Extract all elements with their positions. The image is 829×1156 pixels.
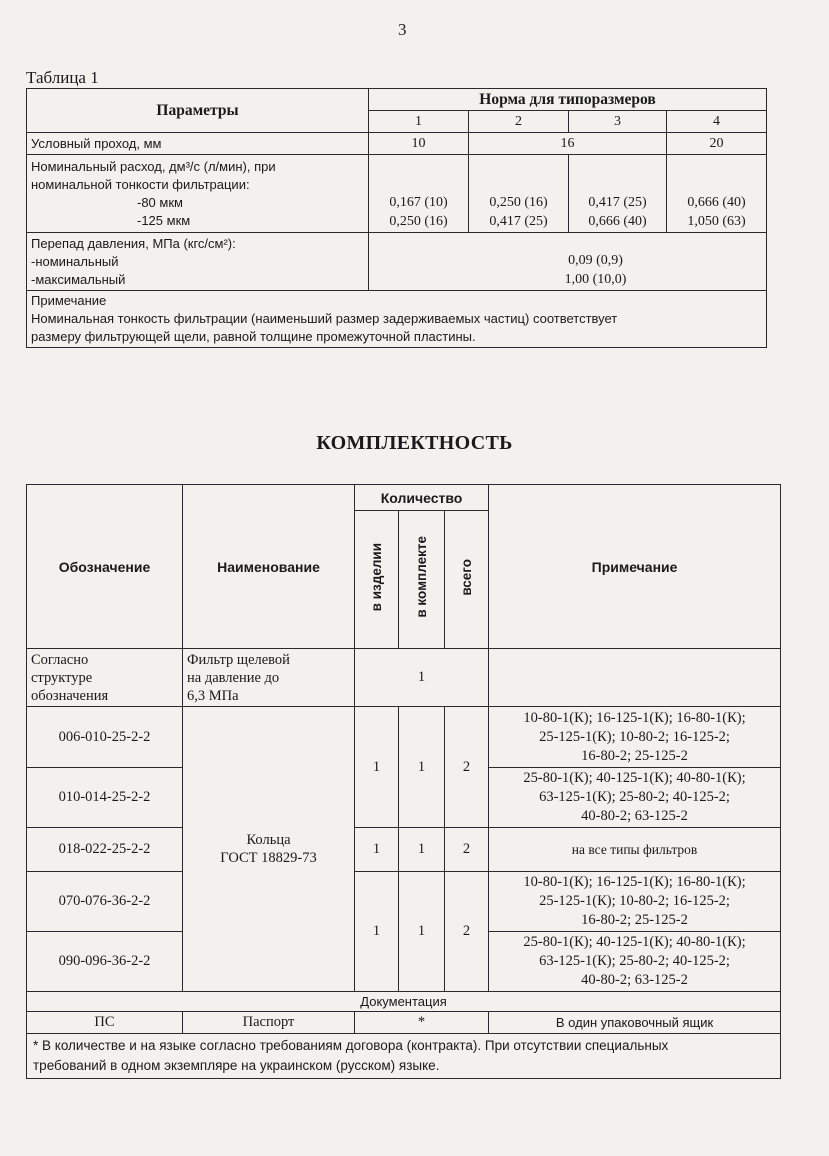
ring-designation-3: 018-022-25-2-2: [27, 828, 183, 872]
ring-note-3: на все типы фильтров: [489, 828, 781, 872]
ring-designation-5: 090-096-36-2-2: [27, 932, 183, 992]
group-c-in-product: 1: [355, 872, 399, 992]
nominal-bore-2-3: 16: [469, 133, 667, 155]
ring-note-5: 25-80-1(К); 40-125-1(К); 40-80-1(К); 63-125-1(К); 25-80-2; 40-125-2; 40-80-2; 63-125-2: [489, 932, 781, 992]
header-norm: Норма для типоразмеров: [369, 89, 767, 111]
flow-sub-125: -125 мкм: [137, 212, 191, 228]
header-in-kit: в комплекте: [399, 511, 445, 649]
group-b-in-product: 1: [355, 828, 399, 872]
filter-name: Фильтр щелевой на давление до 6,3 МПа: [183, 649, 355, 707]
flow-size-1: 0,167 (10) 0,250 (16): [369, 155, 469, 233]
group-c-total: 2: [445, 872, 489, 992]
header-parameters: Параметры: [27, 89, 369, 133]
ring-note-1: 10-80-1(К); 16-125-1(К); 16-80-1(К); 25-125-1(К); 10-80-2; 16-125-2; 16-80-2; 25-125-2: [489, 707, 781, 768]
flow-size-3: 0,417 (25) 0,666 (40): [569, 155, 667, 233]
size-1: 1: [369, 111, 469, 133]
size-2: 2: [469, 111, 569, 133]
nominal-bore-1: 10: [369, 133, 469, 155]
ring-designation-2: 010-014-25-2-2: [27, 768, 183, 828]
header-quantity: Количество: [355, 485, 489, 511]
header-in-product: в изделии: [355, 511, 399, 649]
doc-quantity: *: [355, 1012, 489, 1034]
group-a-in-product: 1: [355, 707, 399, 828]
doc-name: Паспорт: [183, 1012, 355, 1034]
row-nominal-bore-label: Условный проход, мм: [27, 133, 369, 155]
header-designation: Обозначение: [27, 485, 183, 649]
doc-note: В один упаковочный ящик: [489, 1012, 781, 1034]
flow-label-line2: номинальной тонкости фильтрации:: [31, 176, 250, 192]
documentation-header: Документация: [27, 992, 781, 1012]
footnote: * В количестве и на языке согласно требованиям договора (контракта). При отсутствии специальных требований в одном экземпляре на украинском (русском) языке.: [27, 1034, 781, 1079]
ring-note-4: 10-80-1(К); 16-125-1(К); 16-80-1(К); 25-125-1(К); 10-80-2; 16-125-2; 16-80-2; 25-125-2: [489, 872, 781, 932]
nominal-bore-4: 20: [667, 133, 767, 155]
ring-designation-1: 006-010-25-2-2: [27, 707, 183, 768]
flow-sub-80: -80 мкм: [137, 194, 183, 210]
flow-size-4: 0,666 (40) 1,050 (63): [667, 155, 767, 233]
pressure-drop-values: 0,09 (0,9) 1,00 (10,0): [369, 233, 767, 291]
group-c-in-kit: 1: [399, 872, 445, 992]
page-number: 3: [398, 20, 407, 39]
header-total: всего: [445, 511, 489, 649]
group-a-in-kit: 1: [399, 707, 445, 828]
doc-designation: ПС: [27, 1012, 183, 1034]
group-a-total: 2: [445, 707, 489, 828]
completeness-table: [26, 484, 781, 1079]
group-b-total: 2: [445, 828, 489, 872]
ring-note-2: 25-80-1(К); 40-125-1(К); 40-80-1(К); 63-125-1(К); 25-80-2; 40-125-2; 40-80-2; 63-125-2: [489, 768, 781, 828]
row-flow-label: [27, 155, 369, 233]
table-caption: Таблица 1: [26, 68, 99, 87]
flow-size-2: 0,250 (16) 0,417 (25): [469, 155, 569, 233]
flow-label-line1: Номинальный расход, дм³/с (л/мин), при: [31, 158, 276, 174]
rings-name: Кольца ГОСТ 18829-73: [183, 707, 355, 992]
filter-note: [489, 649, 781, 707]
size-3: 3: [569, 111, 667, 133]
parameters-table: [26, 88, 767, 348]
filter-quantity: 1: [355, 649, 489, 707]
ring-designation-4: 070-076-36-2-2: [27, 872, 183, 932]
filter-designation: Согласно структуре обозначения: [27, 649, 183, 707]
section-title: КОМПЛЕКТНОСТЬ: [316, 432, 513, 454]
header-note: Примечание: [489, 485, 781, 649]
table1-note: Примечание Номинальная тонкость фильтрации (наименьший размер задерживаемых частиц) соответствует размеру фильтрующей щели, равной толщине промежуточной пластины.: [27, 291, 767, 348]
row-pressure-drop-label: Перепад давления, МПа (кгс/см²): -номинальный -максимальный: [27, 233, 369, 291]
size-4: 4: [667, 111, 767, 133]
group-b-in-kit: 1: [399, 828, 445, 872]
header-name: Наименование: [183, 485, 355, 649]
